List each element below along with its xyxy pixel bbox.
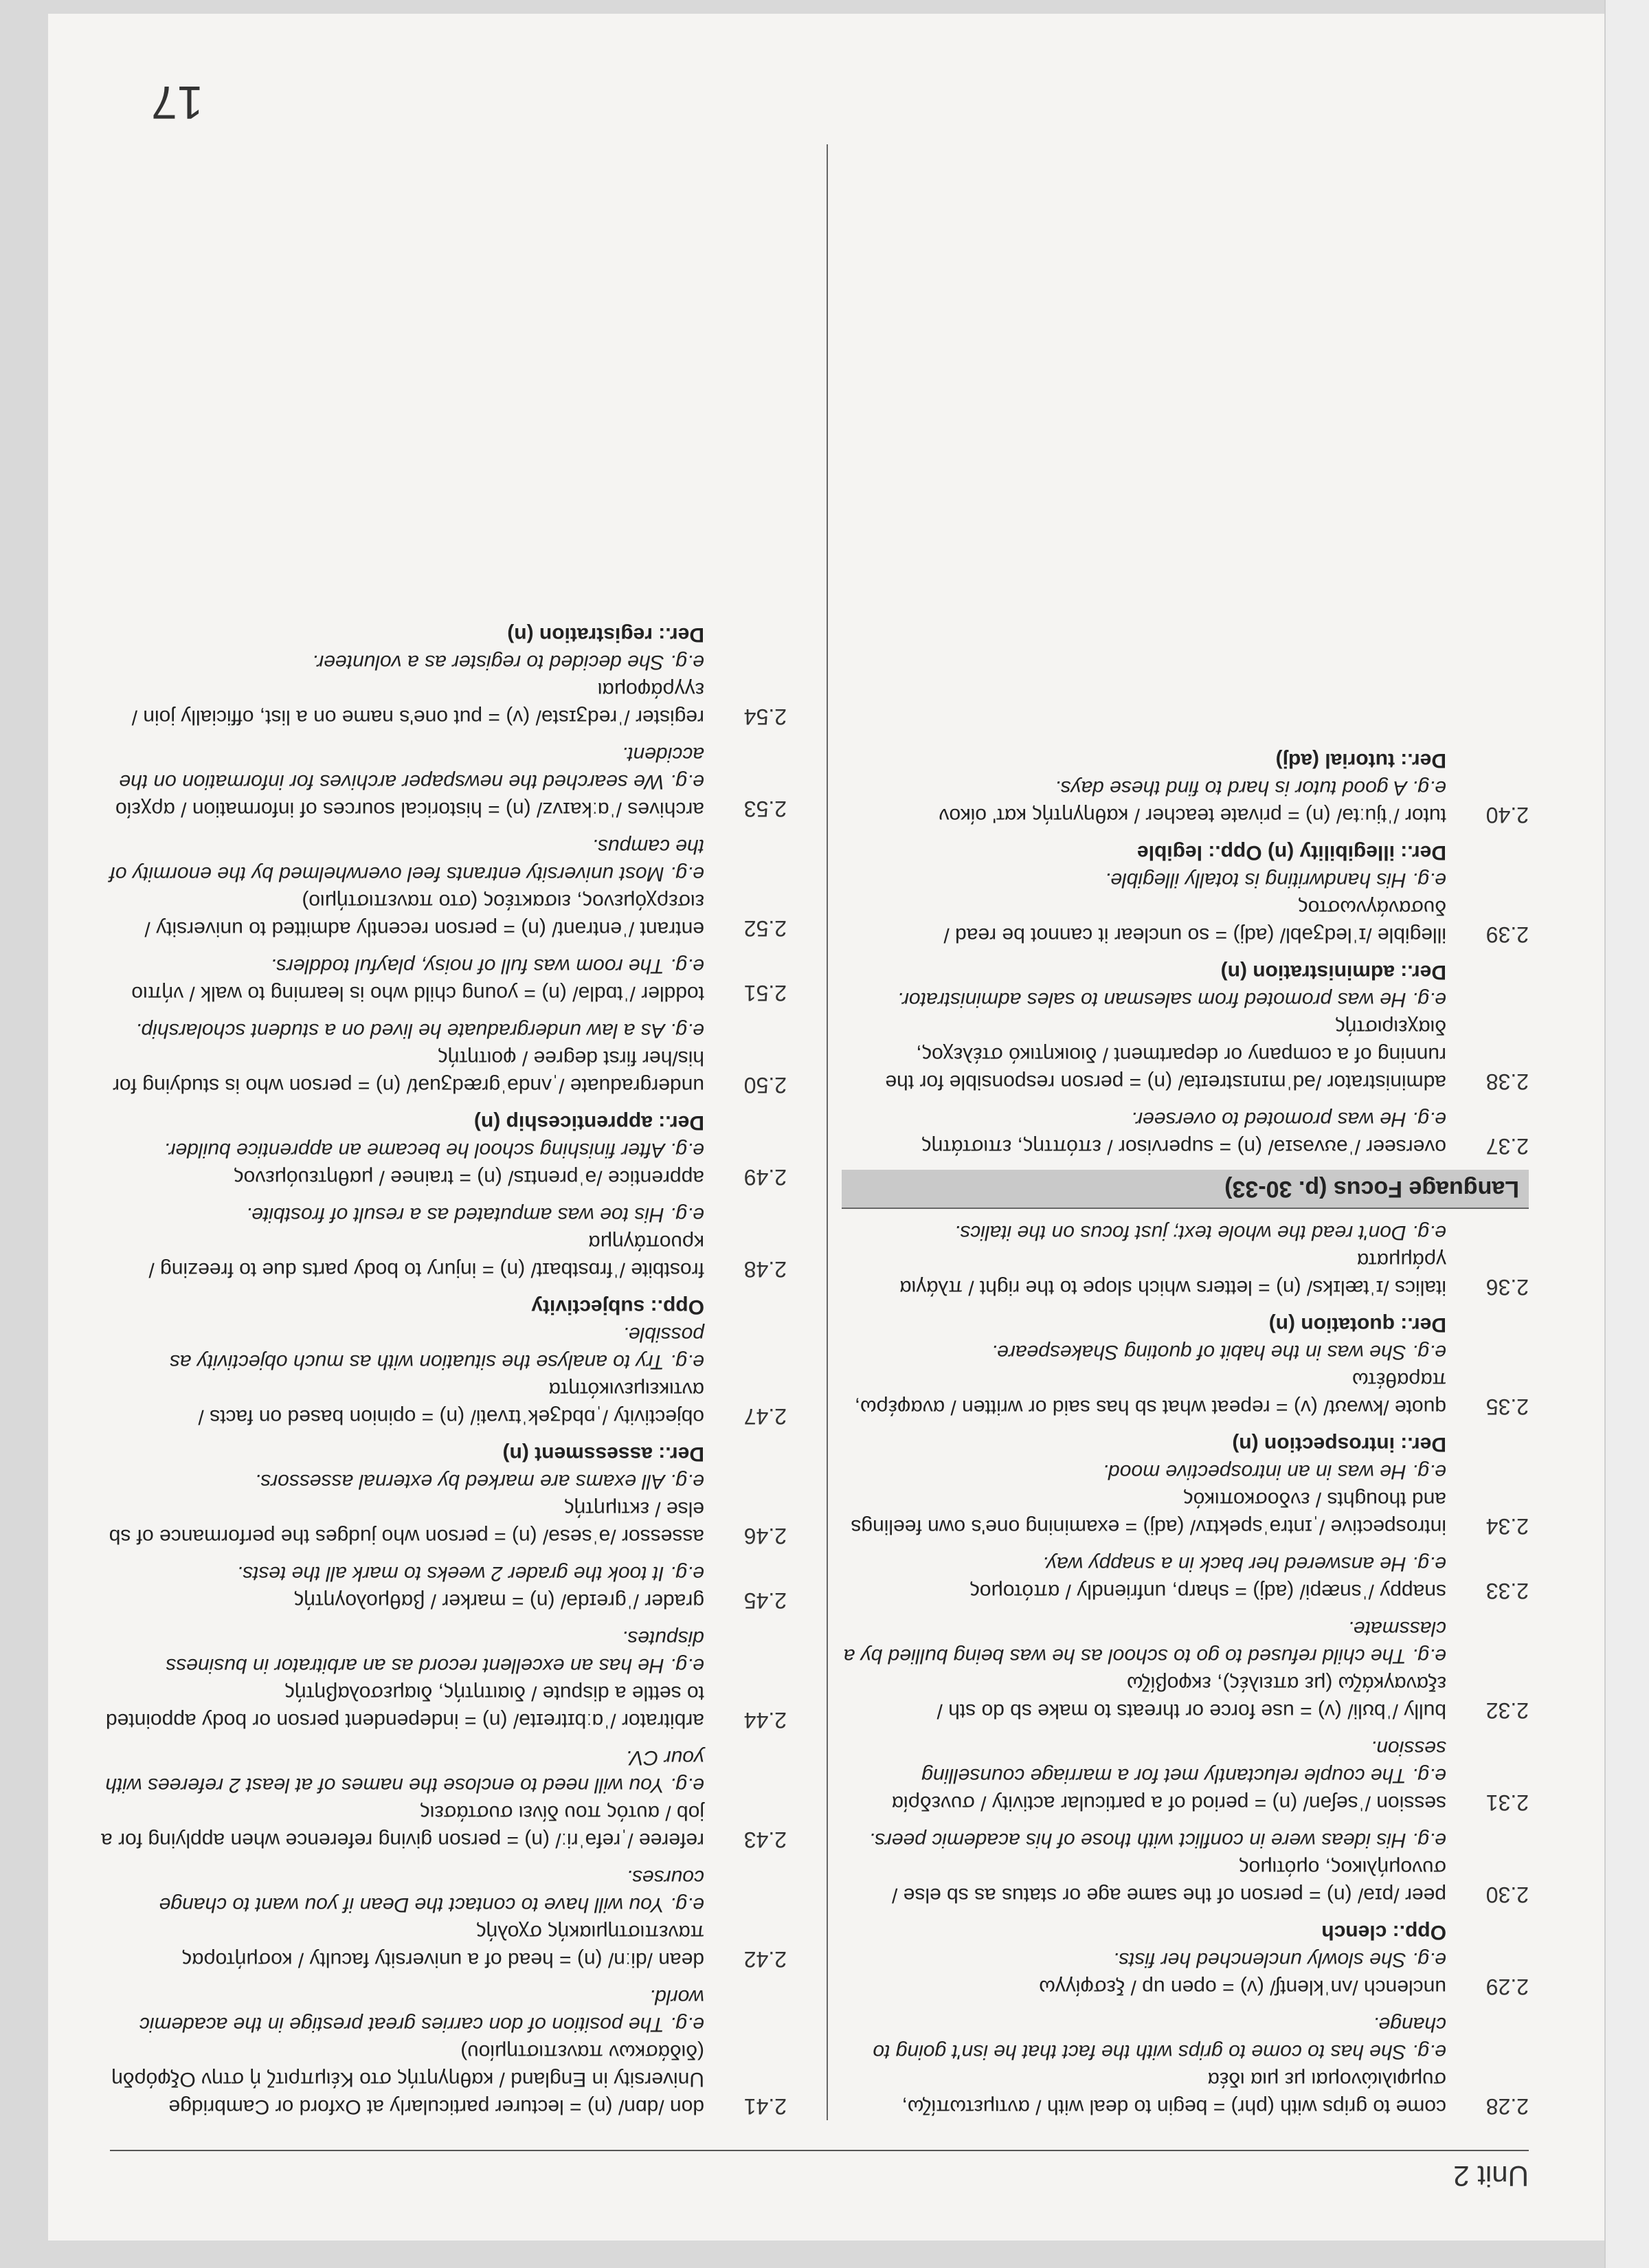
entry-definition: undergraduate /ˌʌndəˈɡrædʒuət/ (n) = person who is studying for his/her first degree / φοιτητής	[113, 1047, 704, 1097]
vocab-entry	[842, 838, 1529, 948]
entry-example: e.g. She has to come to grips with the fact that he isn't going to change.	[873, 2013, 1446, 2063]
entry-definition: grader /ˈɡreɪdə/ (n) = marker / βαθμολογητής	[293, 1590, 704, 1612]
entry-example: e.g. The position of don carries great prestige in the academic world.	[139, 1986, 704, 2036]
entry-definition: snappy /ˈsnæpi/ (adj) = sharp, unfriendly / απότομος	[969, 1580, 1446, 1603]
entry-definition: illegible /ɪˈledʒəbl/ (adj) = so unclear it cannot be read / δυσανάγνωστος	[943, 896, 1446, 946]
entry-number: 2.41	[743, 2094, 787, 2119]
entry-example: e.g. She decided to register as a volunteer.	[312, 651, 704, 674]
entry-number: 2.34	[1485, 1514, 1529, 1539]
vocab-entry	[100, 1016, 787, 1099]
entry-number: 2.48	[743, 1257, 787, 1282]
vocab-entry	[100, 1624, 787, 1734]
entry-example: e.g. She was in the habit of quoting Shakespeare.	[991, 1341, 1446, 1364]
entry-definition: bully /ˈbʊli/ (v) = use force or threats to make sb do sth / εξαναγκάζω (με απειλές), εκφοβίζω	[936, 1672, 1446, 1722]
entry-definition: introspective /ˌɪntrəˈspektɪv/ (adj) = examining one's own feelings and thoughts / ενδοσκοπικός	[851, 1488, 1446, 1538]
entry-number: 2.47	[743, 1404, 787, 1429]
entry-example: e.g. It took the grader 2 weeks to mark all the tests.	[236, 1562, 704, 1585]
entry-number: 2.38	[1485, 1069, 1529, 1094]
vocab-entry	[100, 1201, 787, 1283]
entry-number: 2.32	[1485, 1698, 1529, 1723]
vocab-entry	[842, 1550, 1529, 1605]
entry-number: 2.51	[743, 981, 787, 1005]
entry-example: e.g. You will have to contact the Dean if you want to change courses.	[159, 1866, 704, 1916]
entry-number: 2.54	[743, 704, 787, 729]
page-number: 17	[151, 76, 203, 129]
entry-example: e.g. Try to analyse the situation with as much objectivity as possible.	[169, 1323, 704, 1373]
entry-example: e.g. You will need to enclose the names of at least 2 referees with your CV.	[105, 1746, 704, 1797]
vocab-entry	[842, 1430, 1529, 1540]
vocab-entry	[100, 1983, 787, 2120]
entry-number: 2.30	[1485, 1882, 1529, 1907]
entry-number: 2.28	[1485, 2094, 1529, 2119]
entry-definition: italics /ɪˈtælɪks/ (n) = letters which slope to the right / πλάγια γράμματα	[899, 1249, 1446, 1299]
entry-derivative: Der.: administration (n)	[1220, 961, 1446, 983]
entry-definition: tutor /ˈtjuːtə/ (n) = private teacher / καθηγητής κατ' οίκον	[939, 804, 1446, 827]
entry-number: 2.29	[1485, 1975, 1529, 1999]
entry-example: e.g. A good tutor is hard to find these days.	[1055, 777, 1446, 799]
entry-number: 2.33	[1485, 1579, 1529, 1603]
entry-definition: unclench /ʌnˈklentʃ/ (v) = open up / ξεσφίγγω	[1039, 1976, 1446, 1999]
entry-number: 2.52	[743, 916, 787, 941]
entry-number: 2.42	[743, 1947, 787, 1972]
vocab-entry	[100, 832, 787, 942]
entry-derivative: Opp.: subjectivity	[531, 1296, 704, 1318]
entry-example: e.g. His ideas were in conflict with those of his academic peers.	[868, 1829, 1446, 1852]
entry-example: e.g. Most university entrants feel overwhelmed by the enormity of the campus.	[109, 835, 704, 885]
vocab-entry	[100, 1559, 787, 1614]
vocab-entry	[842, 1826, 1529, 1909]
entry-example: e.g. The room was full of noisy, playful toddlers.	[270, 955, 704, 977]
entry-definition: objectivity /ˌɒbdʒekˈtɪvəti/ (n) = opinion based on facts / αντικειμενικότητα	[198, 1378, 704, 1428]
entry-number: 2.46	[743, 1524, 787, 1548]
vocab-entry	[100, 952, 787, 1007]
entry-number: 2.37	[1485, 1134, 1529, 1159]
entry-example: e.g. The child refused to go to school as he was being bullied by a classmate.	[843, 1617, 1446, 1667]
entry-number: 2.31	[1485, 1790, 1529, 1815]
entry-derivative: Der.: assessment (n)	[502, 1443, 704, 1465]
vocab-entry	[100, 1293, 787, 1430]
entry-derivative: Der.: quotation (n)	[1268, 1313, 1446, 1336]
entry-example: e.g. He was in an introspective mood.	[1102, 1460, 1446, 1483]
entry-example: e.g. His toe was amputated as a result of frostbite.	[245, 1203, 704, 1226]
header-rule	[110, 2150, 1529, 2151]
entry-definition: come to grips with (phr) = begin to deal with / αντιμετωπίζω, συμφιλιώνομαι με μια ιδέα	[901, 2068, 1446, 2118]
entry-number: 2.45	[743, 1588, 787, 1613]
entry-example: e.g. Don't read the whole text; just focus on the italics.	[954, 1221, 1446, 1244]
entry-definition: apprentice /əˈprentɪs/ (n) = trainee / μαθητευόμενος	[234, 1166, 704, 1189]
entry-definition: frostbite /ˈfrɒstbaɪt/ (n) = injury to body parts due to freezing / κρυοπάγημα	[148, 1231, 704, 1281]
entry-number: 2.43	[743, 1827, 787, 1852]
entry-derivative: Der.: tutorial (adj)	[1275, 749, 1446, 772]
vocab-entry	[100, 1863, 787, 1973]
vocab-entry	[842, 1219, 1529, 1301]
entry-derivative: Der.: introspection (n)	[1232, 1433, 1446, 1456]
vocab-entry	[100, 621, 787, 731]
entry-definition: referee /ˌrefəˈriː/ (n) = person giving reference when applying for a job / αυτός που δίνει συστάσεις	[101, 1801, 704, 1852]
entry-derivative: Opp.: clench	[1321, 1921, 1446, 1944]
vocab-entry	[842, 1311, 1529, 1421]
entry-example: e.g. He was promoted from salesman to sales administrator.	[897, 988, 1446, 1011]
vocab-entry	[100, 740, 787, 823]
entry-number: 2.50	[743, 1073, 787, 1098]
entry-definition: quote /kwəʊt/ (v) = repeat what sb has said or written / αναφέρω, παραθέτω	[854, 1368, 1446, 1419]
entry-number: 2.39	[1485, 922, 1529, 947]
entry-definition: assessor /əˈsesə/ (n) = person who judges the performance of sb else / εκτιμητής	[109, 1498, 704, 1548]
entry-number: 2.53	[743, 797, 787, 821]
entry-definition: archives /ˈɑːkaɪvz/ (n) = historical sources of information / αρχείο	[115, 798, 704, 821]
entry-definition: dean /diːn/ (n) = head of a university faculty / κοσμήτορας πανεπιστημιακής σχολής	[181, 1921, 704, 1971]
column-divider	[827, 144, 828, 2120]
vocab-entry	[842, 1105, 1529, 1160]
entry-definition: toddler /ˈtɒdlə/ (n) = young child who is learning to walk / νήπιο	[131, 982, 704, 1005]
vocab-entry	[842, 958, 1529, 1096]
vocab-entry	[842, 1918, 1529, 2001]
entry-number: 2.36	[1485, 1275, 1529, 1300]
entry-example: e.g. The couple reluctantly met for a marriage counselling session.	[921, 1737, 1446, 1787]
vocab-entry	[842, 2010, 1529, 2120]
entry-definition: administrator /ədˈmɪnɪstreɪtə/ (n) = person responsible for the running of a company or department / διοικητικό στέλεχος, διαχειριστής	[885, 1016, 1446, 1093]
entry-definition: register /ˈredʒɪstə/ (v) = put one's name on a list, officially join / εγγράφομαι	[131, 678, 704, 729]
entry-number: 2.49	[743, 1165, 787, 1190]
entry-example: e.g. All exams are marked by external assessors.	[254, 1470, 704, 1493]
entry-number: 2.40	[1485, 803, 1529, 827]
entry-definition: don /dɒn/ (n) = lecturer particularly at Oxford or Cambridge University in England / καθηγητής στο Κέιμπριτζ ή στην Οξφόρδη (διδάσκων πανεπιστημίου)	[111, 2041, 704, 2118]
dictionary-page	[48, 14, 1604, 2241]
adjacent-page-edge	[1604, 0, 1649, 2268]
entry-example: e.g. We searched the newspaper archives for information on the accident.	[119, 743, 704, 793]
vocab-entry	[842, 1734, 1529, 1816]
entry-example: e.g. As a law undergraduate he lived on a student scholarship.	[135, 1019, 704, 1042]
entry-number: 2.35	[1485, 1394, 1529, 1419]
entry-example: e.g. After finishing school he became an apprentice builder.	[164, 1139, 704, 1161]
entry-example: e.g. His handwriting is totally illegible.	[1105, 869, 1446, 891]
entry-example: e.g. He answered her back in a snappy way.	[1042, 1553, 1446, 1575]
section-heading: Language Focus (p. 30-33)	[842, 1170, 1529, 1209]
left-column	[842, 737, 1529, 2120]
vocab-entry	[100, 1440, 787, 1550]
vocab-entry	[100, 1744, 787, 1854]
entry-definition: entrant /ˈentrənt/ (n) = person recently admitted to university / εισερχόμενος, εισακτέος (στο πανεπιστήμιο)	[144, 890, 704, 940]
entry-definition: overseer /ˈəʊvəsɪə/ (n) = supervisor / επόπτης, επιστάτης	[921, 1135, 1446, 1158]
right-column	[100, 611, 787, 2120]
entry-example: e.g. She slowly unclenched her fists.	[1112, 1948, 1446, 1971]
entry-example: e.g. He was promoted to overseer.	[1130, 1108, 1446, 1131]
entry-example: e.g. He has an excellent record as an arbitrator in business disputes.	[166, 1627, 704, 1677]
entry-definition: arbitrator /ˈɑːbɪtreɪtə/ (n) = independent person or body appointed to settle a dispute / διαιτητής, διαμεσολαβητής	[105, 1682, 704, 1732]
vocab-entry	[842, 746, 1529, 829]
vocab-entry	[842, 1614, 1529, 1724]
entry-derivative: Der.: illegibility (n) Opp.: legible	[1136, 841, 1446, 864]
entry-number: 2.44	[743, 1708, 787, 1733]
entry-definition: session /ˈseʃən/ (n) = period of a particular activity / συνεδρία	[891, 1792, 1446, 1814]
entry-definition: peer /pɪə/ (n) = person of the same age or status as sb else / συνομήλικος, ομότιμος	[892, 1856, 1446, 1906]
entry-derivative: Der.: apprenticeship (n)	[473, 1111, 704, 1134]
vocab-entry	[100, 1109, 787, 1191]
unit-header: Unit 2	[1453, 2160, 1529, 2192]
entry-derivative: Der.: registration (n)	[507, 623, 704, 646]
